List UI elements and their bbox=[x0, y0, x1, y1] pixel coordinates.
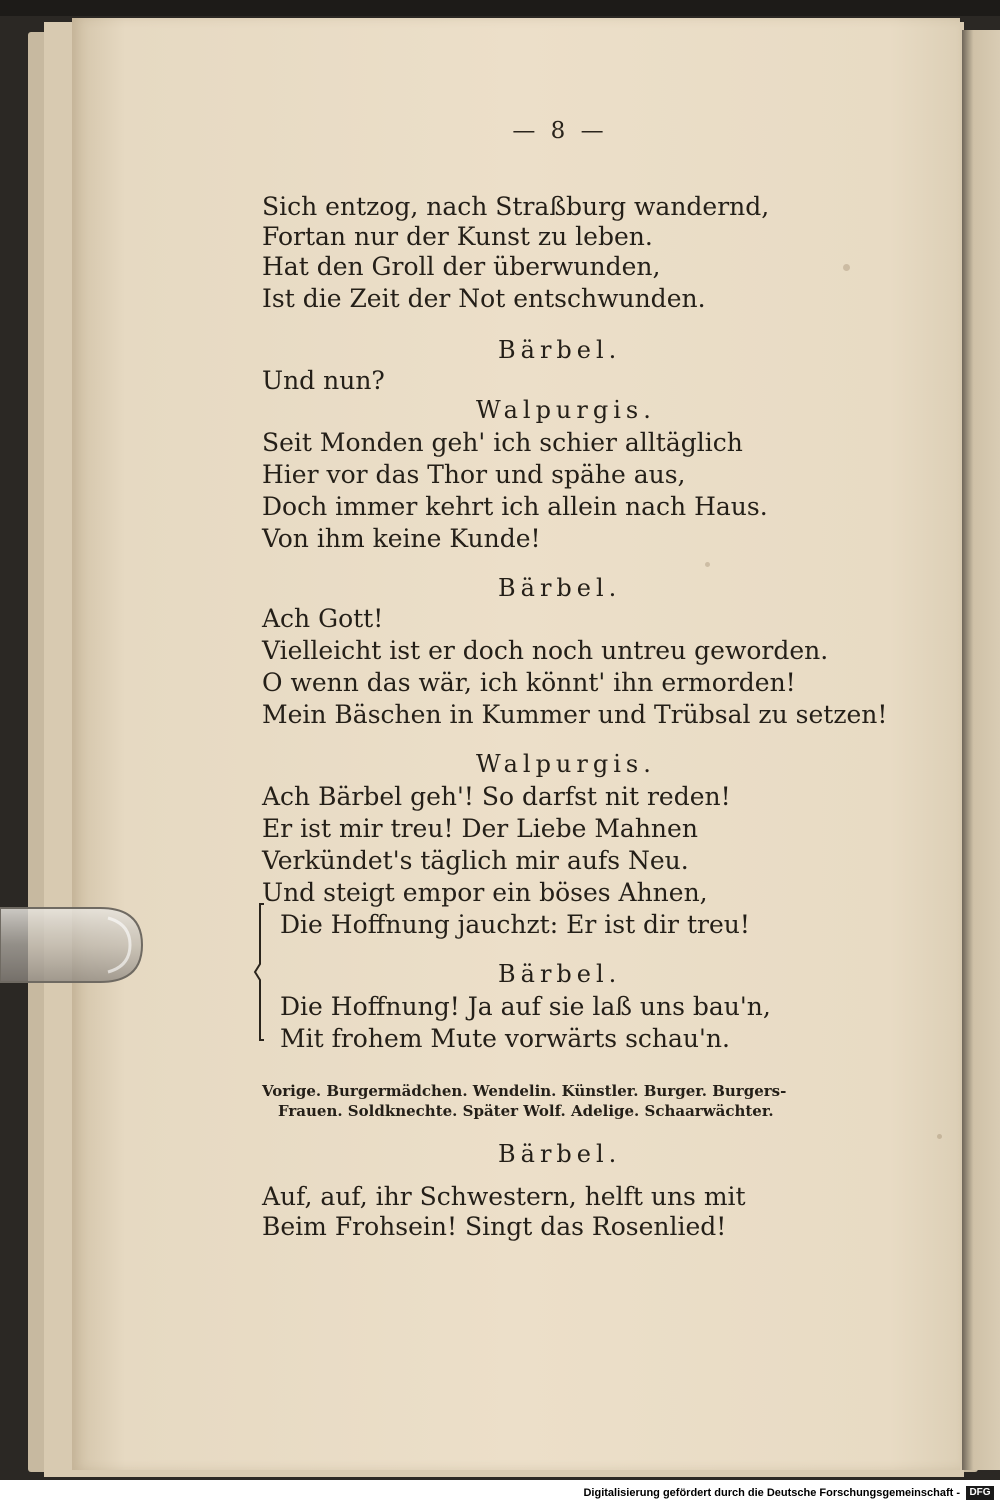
verse-line: Auf, auf, ihr Schwestern, helft uns mit bbox=[262, 1182, 746, 1211]
speaker-name: Walpurgis. bbox=[476, 750, 656, 778]
speaker-name: Bärbel. bbox=[498, 960, 622, 988]
verse-brace bbox=[252, 902, 266, 1042]
scan-top-border bbox=[0, 0, 1000, 16]
funding-credit: Digitalisierung gefördert durch die Deutsche Forschungsgemeinschaft - bbox=[583, 1487, 960, 1499]
scanner-thumb-holder bbox=[0, 904, 144, 986]
verse-line: Und steigt empor ein böses Ahnen, bbox=[262, 878, 708, 907]
verse-line: Fortan nur der Kunst zu leben. bbox=[262, 222, 653, 251]
verse-line: Ist die Zeit der Not entschwunden. bbox=[262, 284, 706, 313]
dfg-logo: DFG bbox=[966, 1486, 994, 1500]
paper-spot bbox=[843, 264, 850, 271]
verse-line: Ach Gott! bbox=[262, 604, 384, 633]
verse-line: Hier vor das Thor und spähe aus, bbox=[262, 460, 686, 489]
verse-line: Sich entzog, nach Straßburg wandernd, bbox=[262, 192, 770, 221]
speaker-name: Bärbel. bbox=[498, 1140, 622, 1168]
speaker-name: Bärbel. bbox=[498, 574, 622, 602]
verse-line: O wenn das wär, ich könnt' ihn ermorden! bbox=[262, 668, 796, 697]
verse-line: Er ist mir treu! Der Liebe Mahnen bbox=[262, 814, 698, 843]
verse-line: Doch immer kehrt ich allein nach Haus. bbox=[262, 492, 768, 521]
verse-line: Ach Bärbel geh'! So darfst nit reden! bbox=[262, 782, 731, 811]
verse-line: Von ihm keine Kunde! bbox=[262, 524, 541, 553]
verse-line: Und nun? bbox=[262, 366, 385, 395]
verse-line: Mit frohem Mute vorwärts schau'n. bbox=[280, 1024, 730, 1053]
verse-line: Beim Frohsein! Singt das Rosenlied! bbox=[262, 1212, 727, 1241]
verse-line: Die Hoffnung! Ja auf sie laß uns bau'n, bbox=[280, 992, 771, 1021]
facing-page-edge bbox=[962, 30, 1000, 1470]
verse-line: Vielleicht ist er doch noch untreu geworden. bbox=[262, 636, 829, 665]
speaker-name: Walpurgis. bbox=[476, 396, 656, 424]
verse-line: Seit Monden geh' ich schier alltäglich bbox=[262, 428, 743, 457]
verse-line: Verkündet's täglich mir aufs Neu. bbox=[262, 846, 689, 875]
speaker-name: Bärbel. bbox=[498, 336, 622, 364]
stage-direction: Frauen. Soldknechte. Später Wolf. Adelige. Schaarwächter. bbox=[278, 1102, 774, 1120]
paper-spot bbox=[705, 562, 710, 567]
verse-line: Mein Bäschen in Kummer und Trübsal zu setzen! bbox=[262, 700, 888, 729]
page-number: — 8 — bbox=[512, 118, 608, 144]
verse-line: Hat den Groll der überwunden, bbox=[262, 252, 661, 281]
stage-direction: Vorige. Burgermädchen. Wendelin. Künstler. Burger. Burgers- bbox=[262, 1082, 787, 1100]
verse-line: Die Hoffnung jauchzt: Er ist dir treu! bbox=[280, 910, 750, 939]
paper-spot bbox=[937, 1134, 942, 1139]
